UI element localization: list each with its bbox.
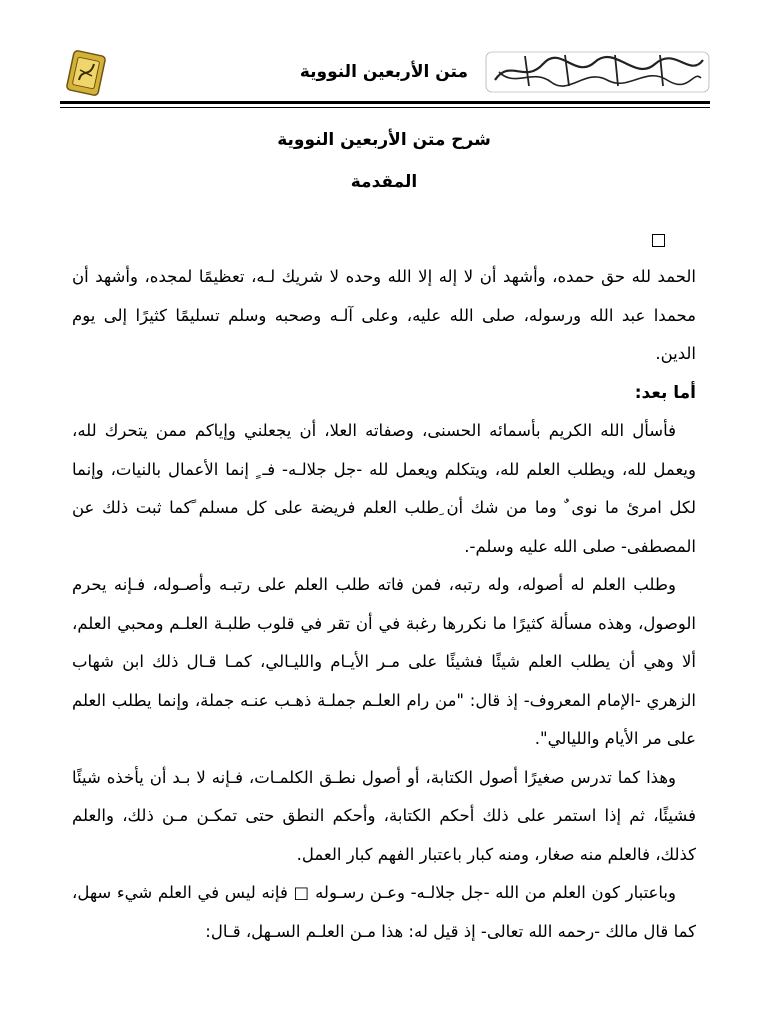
header-rule-thin [60, 107, 710, 108]
calligraphy-logo-icon [485, 50, 710, 94]
paragraph: وطلب العلم له أصوله، وله رتبه، فمن فاته طلب العلم على رتبـه وأصـوله، فـإنه يحرم الوصول، وهذه مسألة كثيرًا ما نكررها رغبة في أن تقر في قلوب طلبـة العلـم ومحبي العلم، ألا وهي أن يطلب العلم شيئًا فشيئًا على مـر الأيـام والليـالي، كمـا قـال ذلك ابن شهاب الزهري -الإمام المعروف- إذ قال: "من رام العلـم جملـة ذهـب عنـه جملة، وإنما يطلب العلم على مر الأيام والليالي". [72, 575, 696, 748]
document-subtitle: المقدمة [350, 172, 418, 192]
section-heading: أما بعد: [634, 382, 696, 403]
calligraphy-logo [485, 50, 710, 94]
paragraph: فأسأل الله الكريم بأسمائه الحسنى، وصفاته العلا، أن يجعلني وإياكم ممن يتحرك لله، ويعمل لله، ويطلب العلم لله، ويتكلم ويعمل لله -جل جلالـه- فـ ٍ إنما الأعمال بالنيات، وإنما لكل امرئ ما نوى ٌ وما من شك أن ِطلب العلم فريضة على كل مسلم ًكما ثبت ذلك عن المصطفى- صلى الله عليه وسلم-. [72, 421, 696, 556]
document-body [72, 258, 696, 951]
page-header [60, 40, 710, 102]
golden-emblem-icon [64, 48, 108, 98]
paragraph-opening: الحمد لله حق حمده، وأشهد أن لا إله إلا الله وحده لا شريك لـه، تعظيمًا لمجده، وأشهد أن محمدا عبد الله ورسوله، صلى الله عليه، وعلى آلـه وصحبه وسلم تسليمًا كثيرًا إلى يوم الدين. [72, 267, 696, 363]
paragraph: وباعتبار كون العلم من الله -جل جلالـه- وعـن رسـوله □ فإنه ليس في العلم شيء سهل، كما قال مالك -رحمه الله تعالى- إذ قيل له: هذا مـن العلـم السـهل، قـال: [72, 883, 696, 941]
checkbox-square-icon [652, 234, 665, 247]
header-rule-thick [60, 101, 710, 104]
paragraph: وهذا كما تدرس صغيرًا أصول الكتابة، أو أصول نطـق الكلمـات، فـإنه لا بـد أن يأخذه شيئًا فشيئًا، ثم إذا استمر على ذلك أحكم الكتابة، وأحكم النطق حتى تمكـن مـن ذلك، والعلم كذلك، فالعلم منه صغار، ومنه كبار باعتبار الفهم كبار العمل. [72, 767, 696, 864]
document-title: شرح متن الأربعين النووية [277, 130, 491, 150]
header-title: متن الأربعين النووية [299, 62, 468, 82]
